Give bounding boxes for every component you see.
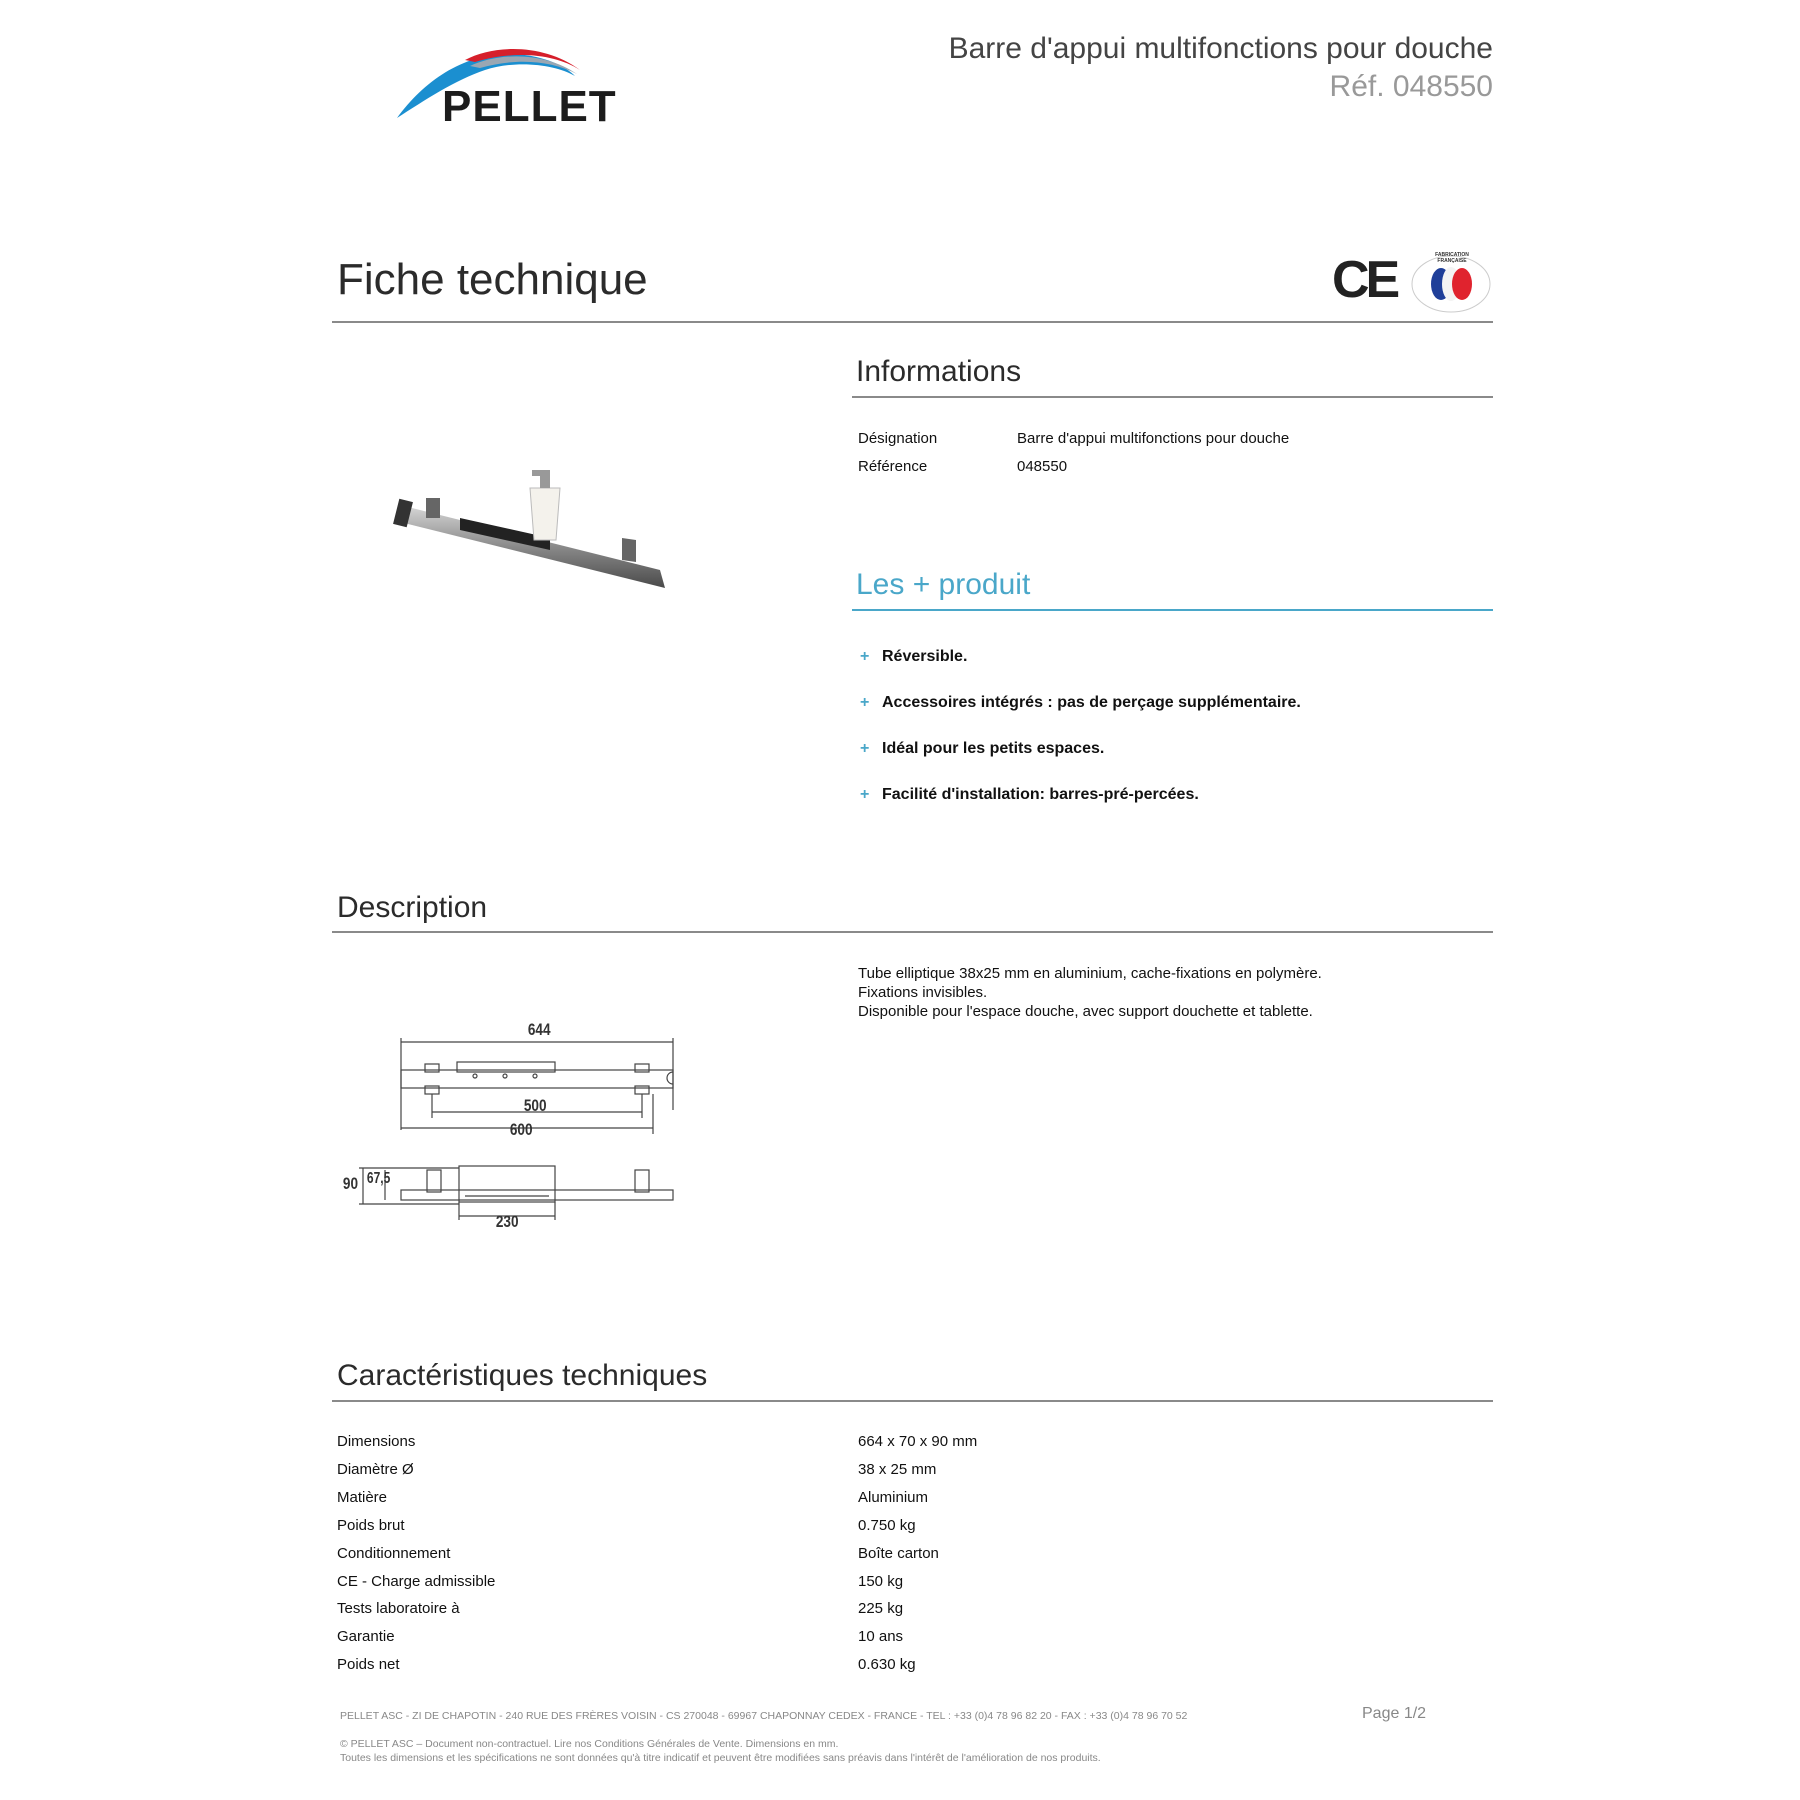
info-label-reference: Référence: [858, 458, 928, 475]
dim-67-5: 67,5: [366, 1170, 391, 1187]
spec-value: Boîte carton: [858, 1545, 939, 1562]
page-number: Page 1/2: [1362, 1705, 1427, 1722]
spec-label: Poids net: [337, 1656, 400, 1673]
spec-label: Conditionnement: [337, 1545, 451, 1562]
advantage-item: [860, 648, 967, 666]
plus-icon: +: [860, 694, 870, 711]
informations-heading: Informations: [856, 355, 1022, 388]
brand-logo: [395, 40, 635, 130]
dim-644: 644: [527, 1020, 551, 1039]
specs-heading: Caractéristiques techniques: [337, 1359, 708, 1392]
advantage-item: [860, 786, 1199, 804]
advantage-item: [860, 694, 1301, 712]
spec-label: CE - Charge admissible: [337, 1573, 496, 1590]
spec-value: 225 kg: [858, 1600, 904, 1617]
spec-label: Tests laboratoire à: [337, 1600, 460, 1617]
dim-230: 230: [495, 1212, 519, 1231]
spec-value: Aluminium: [858, 1489, 929, 1506]
advantage-item: [860, 740, 1104, 758]
info-label-designation: Désignation: [858, 430, 938, 447]
header-title: Barre d'appui multifonctions pour douche: [948, 32, 1493, 65]
page-title: Fiche technique: [337, 255, 648, 304]
header-ref: Réf. 048550: [1329, 70, 1493, 103]
spec-value: 0.750 kg: [858, 1517, 916, 1534]
spec-label: Poids brut: [337, 1517, 405, 1534]
footer-address: PELLET ASC - ZI DE CHAPOTIN - 240 RUE DES FRÈRES VOISIN - CS 270048 - 69967 CHAPONNAY CEDEX - FRANCE - TEL : +33 (0)4 78 96 82 20 - FAX : +33 (0)4 78 96 70 52: [340, 1710, 1188, 1722]
advantage-text: Facilité d'installation: barres-pré-percées.: [882, 786, 1199, 803]
brand-name: PELLET: [442, 82, 617, 131]
footer-legal-1: © PELLET ASC – Document non-contractuel. Lire nos Conditions Générales de Vente. Dimensions en mm.: [340, 1738, 839, 1750]
informations-rule: [852, 396, 1493, 398]
spec-label: Matière: [337, 1489, 388, 1506]
spec-value: 150 kg: [858, 1573, 904, 1590]
spec-label: Diamètre Ø: [337, 1461, 414, 1478]
spec-value: 0.630 kg: [858, 1656, 916, 1673]
advantage-text: Accessoires intégrés : pas de perçage supplémentaire.: [882, 694, 1301, 711]
spec-value: 664 x 70 x 90 mm: [858, 1433, 978, 1450]
plus-icon: +: [860, 786, 870, 803]
description-line: Disponible pour l'espace douche, avec support douchette et tablette.: [858, 1003, 1313, 1020]
advantage-text: Idéal pour les petits espaces.: [882, 740, 1105, 757]
info-value-designation: Barre d'appui multifonctions pour douche: [1017, 430, 1290, 447]
footer-legal-2: Toutes les dimensions et les spécifications ne sont données qu'à titre indicatif et peuvent être modifiées sans préavis dans l'intérêt de l'amélioration de nos produits.: [340, 1752, 1101, 1764]
spec-value: 38 x 25 mm: [858, 1461, 937, 1478]
dim-90: 90: [342, 1174, 359, 1193]
advantages-rule: [852, 609, 1493, 611]
advantage-text: Réversible.: [882, 648, 968, 665]
spec-label: Dimensions: [337, 1433, 416, 1450]
spec-label: Garantie: [337, 1628, 395, 1645]
fabrication-francaise-badge: [1410, 254, 1492, 314]
fabrication-label: FABRICATION FRANÇAISE: [1435, 252, 1469, 264]
plus-icon: +: [860, 648, 870, 665]
specs-rule: [332, 1400, 1493, 1402]
ce-mark: CE: [1332, 251, 1397, 309]
grab-bar-photo-icon: [360, 390, 710, 650]
description-line: Tube elliptique 38x25 mm en aluminium, cache-fixations en polymère.: [858, 965, 1322, 982]
technical-drawing: [335, 1020, 685, 1240]
title-rule: [332, 321, 1493, 323]
dim-500: 500: [523, 1096, 547, 1115]
info-value-reference: 048550: [1017, 458, 1068, 475]
plus-icon: +: [860, 740, 870, 757]
description-line: Fixations invisibles.: [858, 984, 988, 1001]
product-image: [360, 390, 710, 650]
advantages-heading: Les + produit: [856, 568, 1031, 601]
description-rule: [332, 931, 1493, 933]
dim-600: 600: [509, 1120, 533, 1139]
description-heading: Description: [337, 891, 488, 924]
spec-value: 10 ans: [858, 1628, 904, 1645]
